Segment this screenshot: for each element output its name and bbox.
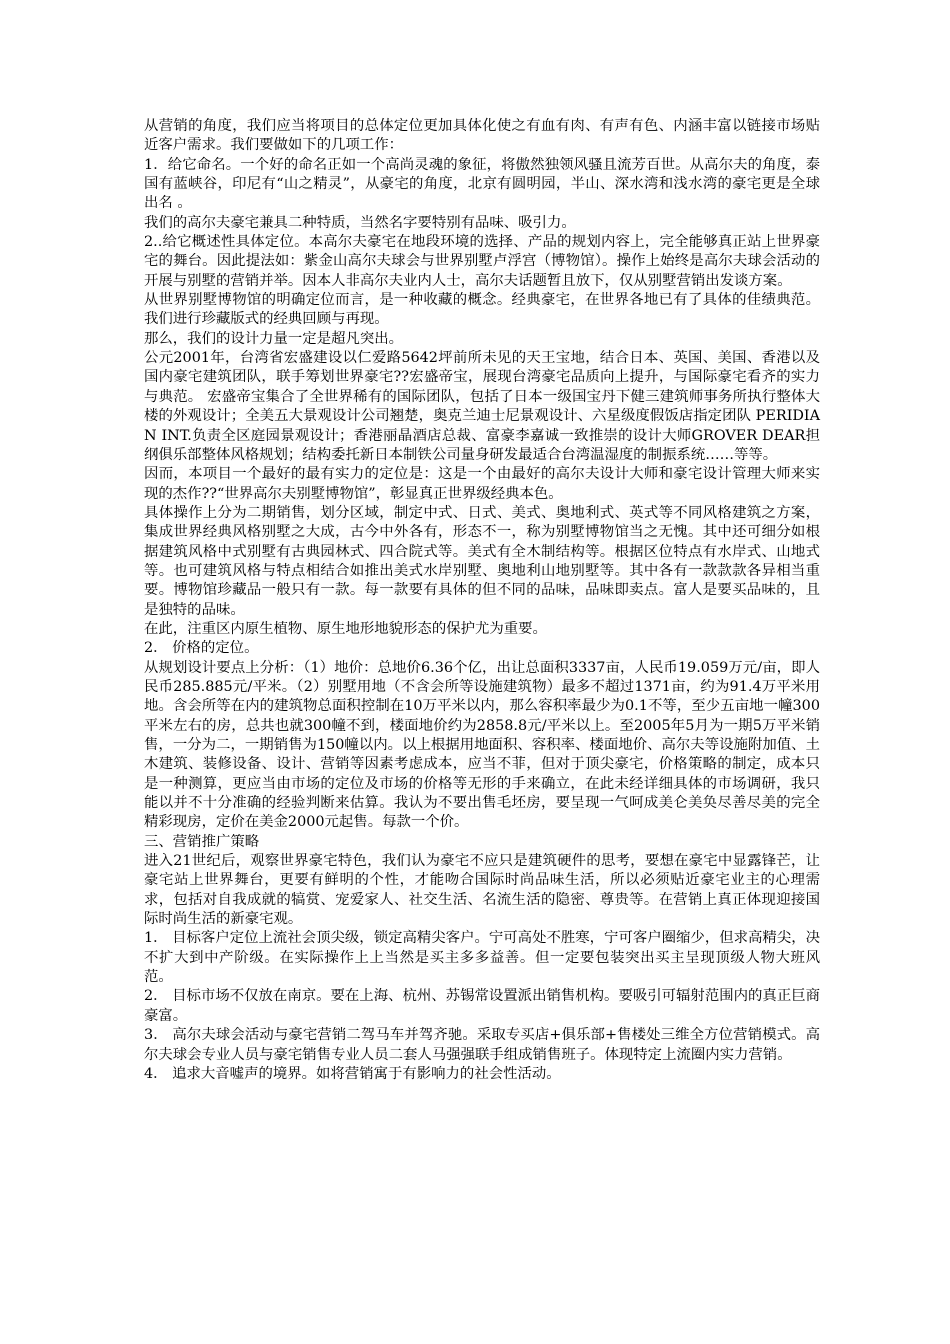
- paragraph-intro: 从营销的角度，我们应当将项目的总体定位更加具体化使之有血有肉、有声有色、内涵丰富以链接市场贴近客户需求。我们要做如下的几项工作：: [144, 118, 820, 154]
- paragraph-design-power: 那么，我们的设计力量一定是超凡突出。: [144, 330, 404, 347]
- heading-marketing-strategy: 三、营销推广策略: [144, 833, 260, 850]
- paragraph-museum-concept: 从世界别墅博物馆的明确定位而言，是一种收藏的概念。经典豪宅，在世界各地已有了具体的佳绩典范。我们进行珍藏版式的经典回顾与再现。: [144, 292, 820, 328]
- paragraph-naming: 1．给它命名。一个好的命名正如一个高尚灵魂的象征，将傲然独领风骚且流芳百世。从高尔夫的角度，泰国有蓝峡谷，印尼有“山之精灵”，从豪宅的角度，北京有圆明园，半山、深水湾和浅水湾的豪宅更是全球出名 。: [144, 156, 820, 212]
- paragraph-dual-marketing: 3． 高尔夫球会活动与豪宅营销二驾马车并驾齐驰。采取专买店+俱乐部+售楼处三维全方位营销模式。高尔夫球会专业人员与豪宅销售专业人员二套人马强强联手组成销售班子。体现特定上流圈内实力营销。: [144, 1027, 820, 1063]
- paragraph-operation: 具体操作上分为二期销售，划分区域，制定中式、日式、美式、奥地利式、英式等不同风格建筑之方案，集成世界经典风格别墅之大成，古今中外各有，形态不一，称为别墅博物馆当之无愧。其中还可细分如根据建筑风格中式别墅有古典园林式、四合院式等。美式有全木制结构等。根据区位特点有水岸式、山地式等。也可建筑风格与特点相结合如推出美式水岸别墅、奥地利山地别墅等。其中各有一款款款各异相当重要。博物馆珍藏品一般只有一款。每一款要有具体的但不同的品味，品味即卖点。富人是要买品味的，且是独特的品味。: [144, 504, 820, 618]
- document-body: [144, 117, 820, 1084]
- paragraph-price-analysis: 从规划设计要点上分析：（1）地价：总地价6.36个亿，出让总面积3337亩，人民币19.059万元/亩，即人民币285.885元/平米。（2）别墅用地（不含会所等设施建筑物）最多不超过1371亩，约为91.4万平米用地。含会所等在内的建筑物总面积控制在10万平米以内，那么容积率最少为0.1不等，至少五亩地一幢300平米左右的房，总共也就300幢不到，楼面地价约为2858.8元/平米以上。至2005年5月为一期5万平米销售，一分为二，一期销售为150幢以内。以上根据用地面积、容积率、楼面地价、高尔夫等设施附加值、土木建筑、装修设备、设计、营销等因素考虑成本，应当不菲，但对于顶尖豪宅，价格策略的制定，成本只是一种测算，更应当由市场的定位及市场的价格等无形的手来确立，在此未经详细具体的市场调研，我只能以并不十分准确的经验判断来估算。我认为不要出售毛坯房，要呈现一气呵成美仑美奂尽善尽美的完全精彩现房，定价在美金2000元起售。每款一个价。: [144, 659, 820, 831]
- paragraph-naming-note: 我们的高尔夫豪宅兼具二种特质，当然名字要特别有品味、吸引力。: [144, 214, 576, 231]
- paragraph-target-market: 2． 目标市场不仅放在南京。要在上海、杭州、苏锡常设置派出销售机构。要吸引可辐射范围内的真正巨商豪富。: [144, 988, 820, 1024]
- paragraph-best-positioning: 因而，本项目一个最好的最有实力的定位是：这是一个由最好的高尔夫设计大师和豪宅设计管理大师来实现的杰作??“世界高尔夫别墅博物馆”，彰显真正世界级经典本色。: [144, 466, 820, 502]
- paragraph-positioning: 2..给它概述性具体定位。本高尔夫豪宅在地段环境的选择、产品的规划内容上，完全能够真正站上世界豪宅的舞台。因此提法如：紫金山高尔夫球会与世界别墅卢浮宫（博物馆）。操作上始终是高尔夫球会活动的开展与别墅的营销并举。因本人非高尔夫业内人士，高尔夫话题暂且放下，仅从别墅营销出发谈方案。: [144, 234, 820, 289]
- paragraph-case-study: 公元2001年，台湾省宏盛建设以仁爱路5642坪前所未见的天王宝地，结合日本、英国、美国、香港以及国内豪宅建筑团队，联手筹划世界豪宅??宏盛帝宝，展现台湾豪宅品质向上提升，与国际豪宅看齐的实力与典范。 宏盛帝宝集合了全世界稀有的国际团队，包括了日本一级国宝丹下健三建筑师事务所执行整体大楼的外观设计；全美五大景观设计公司翘楚，奥克兰迪士尼景观设计、六星级度假饭店指定团队 PERIDIAN INT.负责全区庭园景观设计；香港丽晶酒店总裁、富豪李嘉诚一致推崇的设计大师GROVER DEAR担纲俱乐部整体风格规划；结构委托新日本制铁公司量身研发最适合台湾温湿度的制振系统……等等。: [144, 350, 820, 463]
- heading-price-positioning: 2． 价格的定位。: [144, 640, 259, 657]
- paragraph-protection: 在此，注重区内原生植物、原生地形地貌形态的保护尤为重要。: [144, 620, 547, 637]
- paragraph-social-activity: 4． 追求大音嘘声的境界。如将营销寓于有影响力的社会性活动。: [144, 1065, 561, 1082]
- paragraph-marketing-intro: 进入21世纪后，观察世界豪宅特色，我们认为豪宅不应只是建筑硬件的思考，要想在豪宅中显露锋芒，让豪宅站上世界舞台，更要有鲜明的个性，才能吻合国际时尚品味生活，所以必须贴近豪宅业主的心理需求，包括对自我成就的犒赏、宠爱家人、社交生活、名流生活的隐密、尊贵等。在营销上真正体现迎接国际时尚生活的新豪宅观。: [144, 853, 820, 928]
- paragraph-target-customer: 1． 目标客户定位上流社会顶尖级，锁定高精尖客户。宁可高处不胜寒，宁可客户圈缩少，但求高精尖，决不扩大到中产阶级。在实际操作上上当然是买主多多益善。但一定要包装突出买主呈现顶级人物大班风范。: [144, 930, 820, 986]
